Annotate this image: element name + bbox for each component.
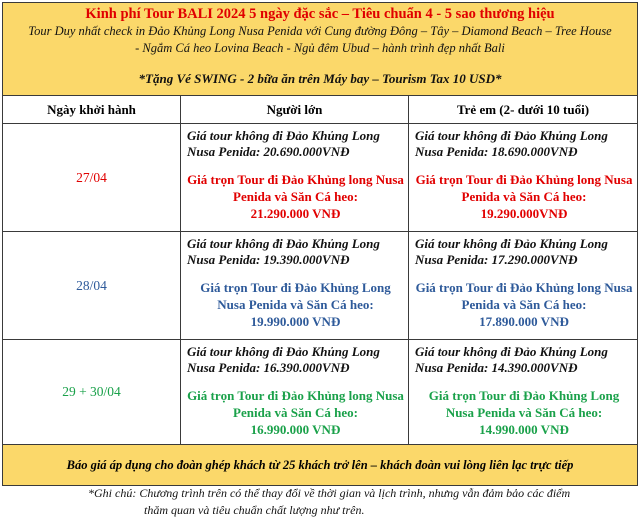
child-full-label: Giá trọn Tour đi Đảo Khủng long Nusa Penida và Săn Cá heo: [415, 280, 633, 312]
table-row [3, 232, 638, 340]
note-line1: *Ghi chú: Chương trình trên có thể thay đổi về thời gian và lịch trình, nhưng vẫn đảm bảo các điểm [88, 486, 571, 500]
gift-line: *Tặng Vé SWING - 2 bữa ăn trên Máy bay – Tourism Tax 10 USD* [138, 71, 502, 86]
col-header-date: Ngày khởi hành [3, 96, 181, 124]
adult-full-label: Giá trọn Tour đi Đảo Khủng Long Nusa Penida và Săn Cá heo: [200, 280, 391, 312]
tour-subtitle-line2: - Ngắm Cá heo Lovina Beach - Ngủ đêm Ubud – hành trình đẹp nhất Bali [135, 41, 505, 55]
child-base-price: Giá tour không đi Đảo Khủng Long Nusa Penida: 18.690.000VNĐ [415, 128, 608, 159]
adult-full-price [187, 387, 404, 438]
tour-title: Kinh phí Tour BALI 2024 5 ngày đặc sắc – Tiêu chuẩn 4 - 5 sao thương hiệu [85, 6, 555, 22]
child-full-label: Giá trọn Tour đi Đảo Khủng long Nusa Penida và Săn Cá heo: [415, 172, 633, 204]
child-full-price [415, 387, 633, 438]
child-full-label: Giá trọn Tour đi Đảo Khủng Long Nusa Penida và Săn Cá heo: [428, 388, 620, 420]
departure-date: 28/04 [3, 232, 181, 340]
adult-full-label: Giá trọn Tour đi Đảo Khủng long Nusa Penida và Săn Cá heo: [187, 172, 404, 204]
child-price-cell [409, 340, 638, 445]
note-line2: thăm quan và tiêu chuẩn chất lượng như trên. [144, 503, 365, 517]
departure-date: 27/04 [3, 124, 181, 232]
table-row [3, 124, 638, 232]
adult-full-amount: 19.990.000 VNĐ [250, 314, 341, 329]
group-booking-note: Báo giá áp dụng cho đoàn ghép khách từ 25 khách trở lên – khách đoàn vui lòng liên lạc trực tiếp [3, 445, 638, 486]
adult-price-cell [181, 124, 409, 232]
adult-price-cell [181, 232, 409, 340]
disclaimer-note [0, 485, 640, 519]
child-full-amount: 14.990.000 VNĐ [479, 422, 569, 437]
adult-base-price: Giá tour không đi Đảo Khủng Long Nusa Penida: 19.390.000VNĐ [187, 236, 380, 267]
adult-full-amount: 21.290.000 VNĐ [250, 206, 341, 221]
column-header-row [3, 96, 638, 124]
child-full-price [415, 171, 633, 222]
tour-price-table [2, 2, 638, 486]
child-full-amount: 19.290.000VNĐ [480, 206, 568, 221]
footer-row [3, 445, 638, 486]
child-full-price [415, 279, 633, 330]
child-base-price: Giá tour không đi Đảo Khủng Long Nusa Penida: 14.390.000VNĐ [415, 344, 608, 375]
adult-base-price: Giá tour không đi Đảo Khủng Long Nusa Penida: 20.690.000VNĐ [187, 128, 380, 159]
departure-date: 29 + 30/04 [3, 340, 181, 445]
table-row [3, 340, 638, 445]
adult-price-cell [181, 340, 409, 445]
adult-full-label: Giá trọn Tour đi Đảo Khủng long Nusa Penida và Săn Cá heo: [187, 388, 404, 420]
adult-full-amount: 16.990.000 VNĐ [250, 422, 341, 437]
child-price-cell [409, 232, 638, 340]
adult-base-price: Giá tour không đi Đảo Khủng Long Nusa Penida: 16.390.000VNĐ [187, 344, 380, 375]
child-base-price: Giá tour không đi Đảo Khủng Long Nusa Penida: 17.290.000VNĐ [415, 236, 608, 267]
adult-full-price [187, 171, 404, 222]
table-header [3, 3, 638, 96]
col-header-child: Trẻ em (2- dưới 10 tuổi) [409, 96, 638, 124]
tour-subtitle-line1: Tour Duy nhất check in Đảo Khủng Long Nusa Penida với Cung đường Đông – Tây – Diamond Beach – Tree House [28, 24, 612, 38]
col-header-adult: Người lớn [181, 96, 409, 124]
child-price-cell [409, 124, 638, 232]
child-full-amount: 17.890.000 VNĐ [479, 314, 569, 329]
price-table-wrapper [2, 2, 637, 486]
adult-full-price [187, 279, 404, 330]
